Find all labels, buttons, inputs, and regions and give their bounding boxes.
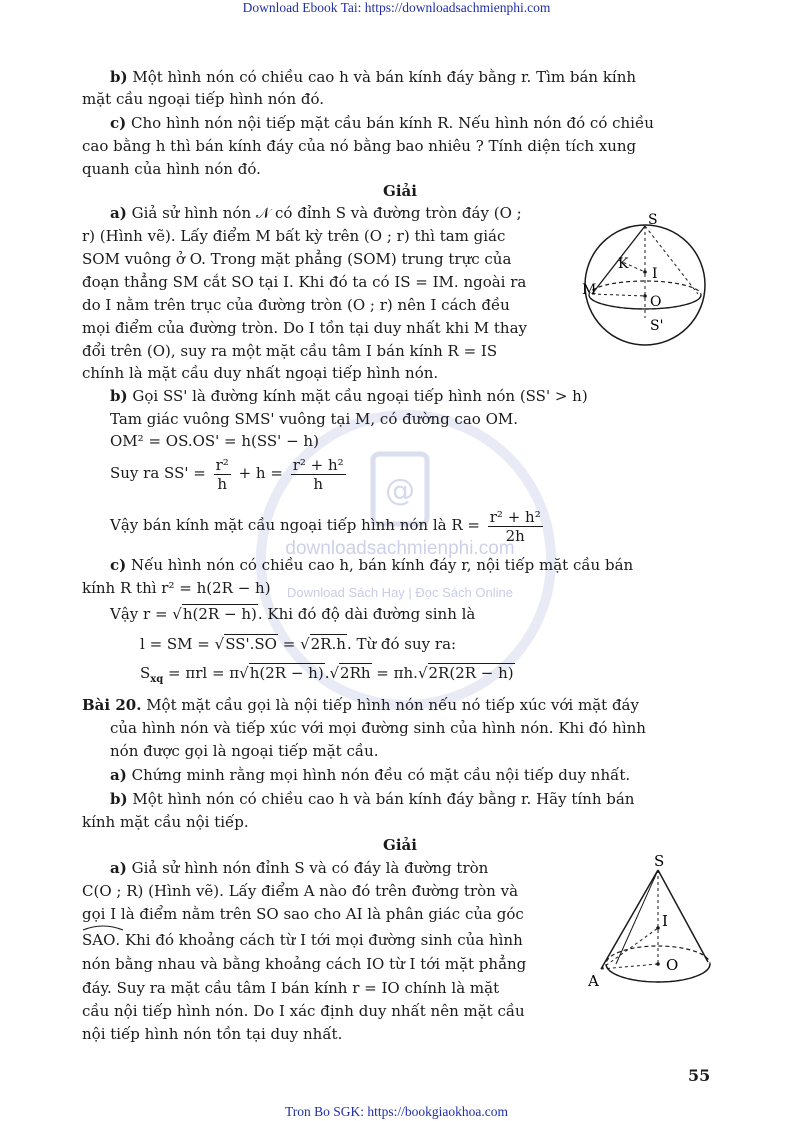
text-line: SOM vuông ở O. Trong mặt phẳng (SOM) trung trực của bbox=[82, 250, 512, 268]
text-line: gọi I là điểm nằm trên SO sao cho AI là phân giác của góc bbox=[82, 905, 524, 923]
text-line: b) Một hình nón có chiều cao h và bán kính đáy bằng r. Hãy tính bán bbox=[110, 790, 635, 808]
text-line: quanh của hình nón đó. bbox=[82, 160, 261, 178]
fig1-label-M: M bbox=[582, 282, 597, 298]
text-line: C(O ; R) (Hình vẽ). Lấy điểm A nào đó trên đường tròn và bbox=[82, 882, 519, 900]
fig2-label-I: I bbox=[662, 912, 668, 930]
text-line: đáy. Suy ra mặt cầu tâm I bán kính r = IO chính là mặt bbox=[82, 979, 500, 997]
fig1-label-O: O bbox=[650, 294, 662, 310]
text-line: a) Giả sử hình nón đỉnh S và có đáy là đường tròn bbox=[110, 859, 489, 877]
text-line: c) Nếu hình nón có chiều cao h, bán kính đáy r, nội tiếp mặt cầu bán bbox=[110, 556, 634, 574]
watermark-tagline: Download Sách Hay | Đọc Sách Online bbox=[287, 585, 513, 600]
formula-line: Vậy bán kính mặt cầu ngoại tiếp hình nón là R = $\frac{\text{r² + h²}}{2h}$ bbox=[110, 507, 541, 545]
fig1-label-I: I bbox=[652, 266, 658, 282]
svg-text:@: @ bbox=[385, 473, 415, 508]
text-line: kính mặt cầu nội tiếp. bbox=[82, 813, 249, 831]
watermark-site: downloadsachmienphi.com bbox=[285, 538, 515, 559]
fig1-label-K: K bbox=[618, 256, 629, 272]
text-line: cao bằng h thì bán kính đáy của nó bằng bao nhiêu ? Tính diện tích xung bbox=[82, 137, 637, 155]
text-line: của hình nón và tiếp xúc với mọi đường sinh của hình nón. Khi đó hình bbox=[110, 719, 646, 737]
formula-line: Suy ra SS' = $\frac{\text{r²}}{h}$ + h = $\frac{\text{r² + h²}}{h}$ bbox=[110, 455, 344, 493]
text-line: b) Gọi SS' là đường kính mặt cầu ngoại tiếp hình nón (SS' > h) bbox=[110, 387, 588, 405]
text-line: mọi điểm của đường tròn. Do I tồn tại duy nhất khi M thay bbox=[82, 319, 528, 337]
formula-line: l = SM = √SS'.SO = √2R.h. Từ đó suy ra: bbox=[140, 635, 457, 653]
footer-link[interactable]: Tron Bo SGK: https://bookgiaokhoa.com bbox=[284, 1104, 508, 1119]
exercise-title: Bài 20. Một mặt cầu gọi là nội tiếp hình nón nếu nó tiếp xúc với mặt đáy bbox=[82, 696, 639, 714]
text-line: đổi trên (O), suy ra một mặt cầu tâm I bán kính R = IS bbox=[82, 342, 498, 360]
text-line: b) Một hình nón có chiều cao h và bán kính đáy bằng r. Tìm bán kính bbox=[110, 68, 637, 86]
page-number: 55 bbox=[688, 1066, 711, 1085]
formula-line: Vậy r = √h(2R − h). Khi đó độ dài đường sinh là bbox=[110, 605, 476, 623]
text-line: do I nằm trên trục của đường tròn (O ; r) nên I cách đều bbox=[82, 296, 510, 314]
fig1-label-S: S bbox=[648, 212, 658, 228]
text-line: mặt cầu ngoại tiếp hình nón đó. bbox=[82, 90, 325, 108]
section-heading: Giải bbox=[383, 836, 417, 854]
fig2-label-O: O bbox=[666, 956, 679, 974]
text-line: nón được gọi là ngoại tiếp mặt cầu. bbox=[110, 742, 379, 760]
text-line: chính là mặt cầu duy nhất ngoại tiếp hình nón. bbox=[82, 364, 439, 382]
figure-cone-sphere bbox=[588, 852, 718, 992]
text-line: c) Cho hình nón nội tiếp mặt cầu bán kính R. Nếu hình nón đó có chiều bbox=[110, 114, 654, 132]
formula-line: kính R thì r² = h(2R − h) bbox=[82, 579, 271, 597]
text-line: r) (Hình vẽ). Lấy điểm M bất kỳ trên (O ; r) thì tam giác bbox=[82, 227, 506, 245]
fig2-label-S: S bbox=[654, 852, 665, 870]
text-line: a) Giả sử hình nón 𝒩 có đỉnh S và đường tròn đáy (O ; bbox=[110, 204, 522, 222]
text-line: SAO . Khi đó khoảng cách từ I tới mọi đường sinh của hình bbox=[82, 929, 523, 951]
text-line: a) Chứng minh rằng mọi hình nón đều có mặt cầu nội tiếp duy nhất. bbox=[110, 766, 631, 784]
text-line: đoạn thẳng SM cắt SO tại I. Khi đó ta có IS = IM. ngoài ra bbox=[82, 273, 527, 291]
header-link[interactable]: Download Ebook Tai: https://downloadsachmienphi.com bbox=[242, 0, 551, 15]
formula-line: $S_{xq} = \pi rl = \pi√h(2R - h).√2Rh = \pi h.√2R(2R - h)$ bbox=[140, 664, 514, 685]
formula-line: OM² = OS.OS' = h(SS' − h) bbox=[110, 432, 319, 450]
text-line: cầu nội tiếp hình nón. Do I xác định duy nhất nên mặt cầu bbox=[82, 1002, 525, 1020]
section-heading: Giải bbox=[383, 182, 417, 200]
text-line: nón bằng nhau và bằng khoảng cách IO từ I tới mặt phẳng bbox=[82, 955, 527, 973]
text-line: nội tiếp hình nón tồn tại duy nhất. bbox=[82, 1025, 343, 1043]
fig2-label-A: A bbox=[588, 972, 599, 990]
figure-sphere-cone bbox=[580, 210, 710, 350]
fig1-label-S2: S' bbox=[650, 318, 664, 334]
text-line: Tam giác vuông SMS' vuông tại M, có đường cao OM. bbox=[110, 410, 519, 428]
